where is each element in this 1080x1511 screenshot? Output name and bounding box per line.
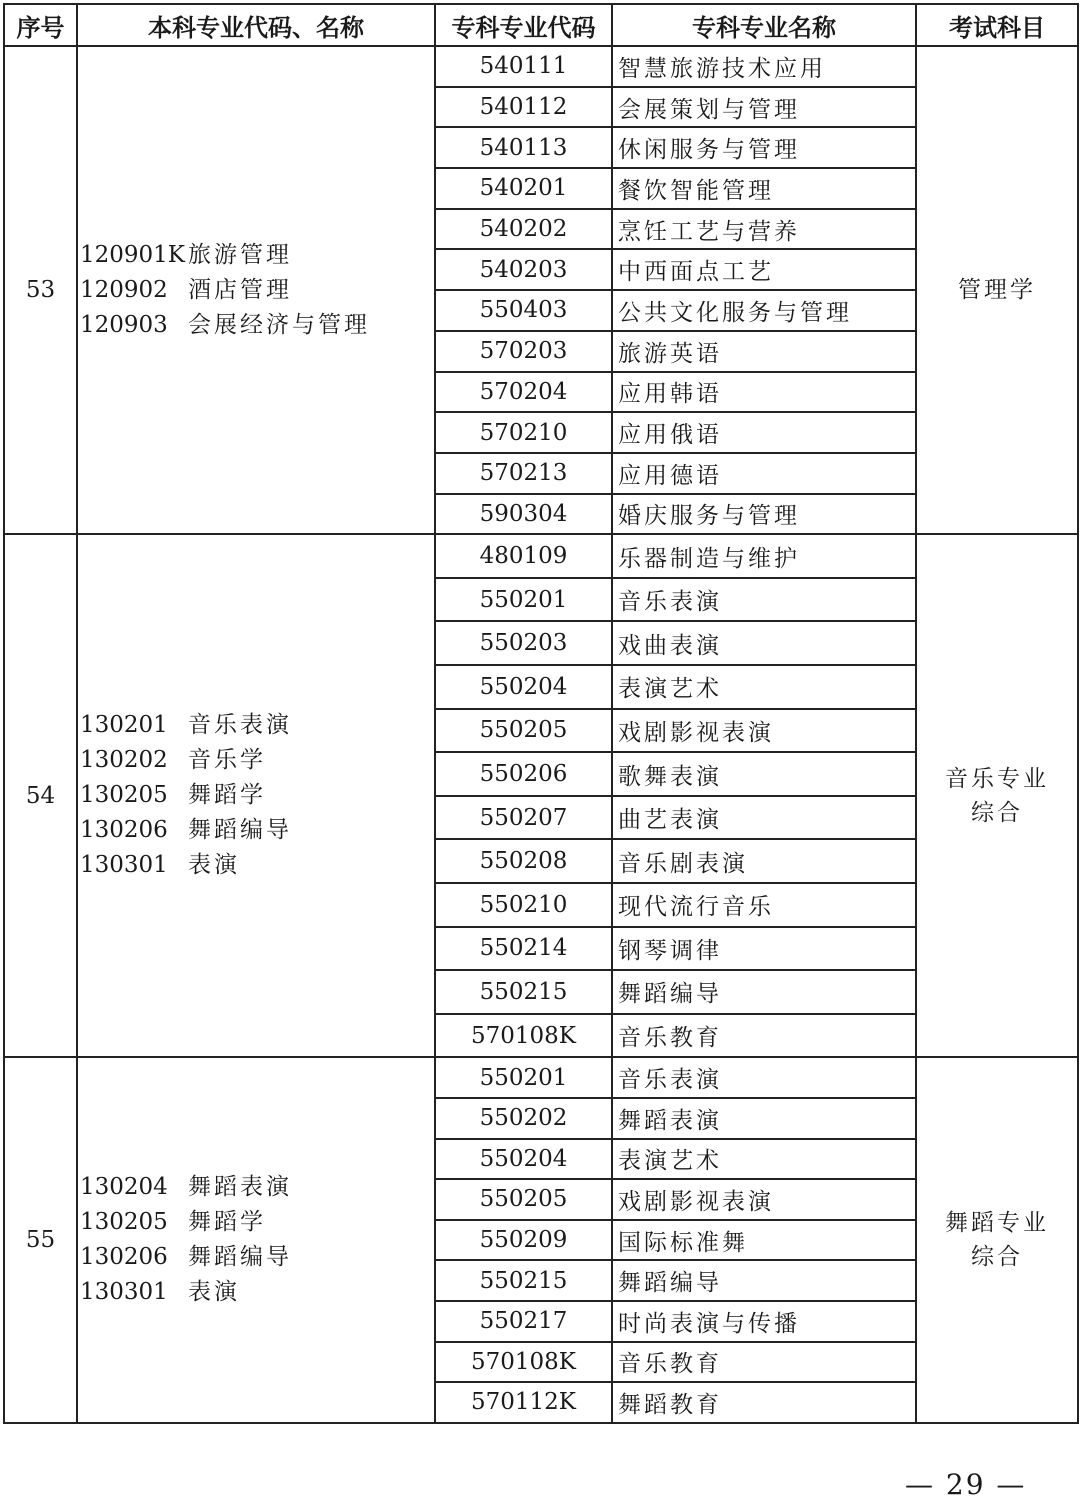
seq-cell: 54 (4, 534, 77, 1057)
major-code: 540111 (435, 46, 612, 87)
major-name: 烹饪工艺与营养 (612, 209, 916, 250)
undergrad-item (80, 238, 434, 273)
undergrad-name: 舞蹈学 (188, 1209, 266, 1236)
undergrad-item (80, 1205, 434, 1240)
major-name: 戏剧影视表演 (612, 709, 916, 753)
major-code: 550204 (435, 1139, 612, 1180)
major-name: 时尚表演与传播 (612, 1301, 916, 1342)
major-code: 540112 (435, 87, 612, 128)
header-exam: 考试科目 (916, 4, 1078, 46)
undergrad-item (80, 273, 434, 308)
major-code: 550208 (435, 839, 612, 883)
major-name: 戏曲表演 (612, 621, 916, 665)
major-code: 570203 (435, 331, 612, 372)
major-name: 音乐表演 (612, 1057, 916, 1098)
major-code: 550202 (435, 1098, 612, 1139)
major-name: 舞蹈编导 (612, 970, 916, 1014)
table-row (4, 1057, 1078, 1098)
major-code: 570210 (435, 412, 612, 453)
undergrad-name: 会展经济与管理 (188, 311, 370, 338)
header-undergrad: 本科专业代码、名称 (77, 4, 435, 46)
major-name: 舞蹈编导 (612, 1260, 916, 1301)
undergrad-code: 130205 (80, 1209, 168, 1236)
undergrad-name: 旅游管理 (188, 241, 292, 268)
undergrad-item (80, 1170, 434, 1205)
undergrad-cell (77, 46, 435, 534)
undergrad-name: 表演 (188, 852, 240, 879)
major-name: 应用韩语 (612, 372, 916, 413)
major-name: 智慧旅游技术应用 (612, 46, 916, 87)
exam-subject-line: 综合 (971, 1244, 1023, 1271)
major-name: 舞蹈教育 (612, 1382, 916, 1423)
major-name: 婚庆服务与管理 (612, 494, 916, 535)
major-code: 540202 (435, 209, 612, 250)
major-code: 540203 (435, 249, 612, 290)
major-name: 国际标准舞 (612, 1220, 916, 1261)
undergrad-name: 舞蹈编导 (188, 1244, 292, 1271)
exam-subject-cell (916, 46, 1078, 534)
undergrad-name: 舞蹈表演 (188, 1174, 292, 1201)
undergrad-item (80, 308, 434, 343)
undergrad-item (80, 778, 434, 813)
major-code: 570204 (435, 372, 612, 413)
header-major-name: 专科专业名称 (612, 4, 916, 46)
table-row (4, 534, 1078, 578)
undergrad-item (80, 1240, 434, 1275)
undergrad-code: 130206 (80, 817, 168, 844)
major-name: 歌舞表演 (612, 752, 916, 796)
undergrad-code: 130201 (80, 712, 168, 739)
undergrad-name: 舞蹈编导 (188, 817, 292, 844)
undergrad-code: 120901K (80, 241, 185, 268)
major-name: 公共文化服务与管理 (612, 290, 916, 331)
undergrad-name: 音乐表演 (188, 712, 292, 739)
header-major-code: 专科专业代码 (435, 4, 612, 46)
undergrad-item (80, 743, 434, 778)
major-code: 550203 (435, 621, 612, 665)
table-row (4, 46, 1078, 87)
major-code: 570108K (435, 1014, 612, 1058)
major-code: 550214 (435, 927, 612, 971)
undergrad-item (80, 708, 434, 743)
undergrad-name: 表演 (188, 1279, 240, 1306)
page-number: — 29 — (905, 1468, 1027, 1501)
major-name: 餐饮智能管理 (612, 168, 916, 209)
major-name: 中西面点工艺 (612, 249, 916, 290)
major-name: 会展策划与管理 (612, 87, 916, 128)
major-name: 表演艺术 (612, 665, 916, 709)
major-name: 音乐教育 (612, 1342, 916, 1383)
undergrad-item (80, 848, 434, 883)
undergrad-code: 130202 (80, 747, 168, 774)
major-code: 550403 (435, 290, 612, 331)
undergrad-cell (77, 1057, 435, 1422)
major-code: 540201 (435, 168, 612, 209)
seq-cell: 55 (4, 1057, 77, 1422)
undergrad-code: 120902 (80, 276, 168, 303)
undergrad-name: 舞蹈学 (188, 782, 266, 809)
undergrad-code: 130206 (80, 1244, 168, 1271)
major-code: 550205 (435, 709, 612, 753)
major-name: 休闲服务与管理 (612, 127, 916, 168)
major-name: 钢琴调律 (612, 927, 916, 971)
exam-subject-line: 舞蹈专业 (945, 1210, 1049, 1237)
undergrad-code: 130301 (80, 852, 168, 879)
undergrad-code: 130204 (80, 1174, 168, 1201)
major-name: 戏剧影视表演 (612, 1179, 916, 1220)
major-name: 乐器制造与维护 (612, 534, 916, 578)
major-name: 舞蹈表演 (612, 1098, 916, 1139)
seq-cell: 53 (4, 46, 77, 534)
undergrad-code: 130205 (80, 782, 168, 809)
major-code: 570108K (435, 1342, 612, 1383)
major-name: 旅游英语 (612, 331, 916, 372)
major-code: 570112K (435, 1382, 612, 1423)
major-code: 550215 (435, 1260, 612, 1301)
undergrad-name: 音乐学 (188, 747, 266, 774)
major-name: 曲艺表演 (612, 796, 916, 840)
exam-subject-line: 综合 (971, 799, 1023, 826)
major-code: 550217 (435, 1301, 612, 1342)
undergrad-name: 酒店管理 (188, 276, 292, 303)
major-code: 590304 (435, 494, 612, 535)
undergrad-item (80, 813, 434, 848)
major-name: 音乐表演 (612, 578, 916, 622)
major-code: 540113 (435, 127, 612, 168)
major-code: 550209 (435, 1220, 612, 1261)
major-name: 音乐剧表演 (612, 839, 916, 883)
exam-subject-cell (916, 534, 1078, 1057)
major-name: 应用德语 (612, 453, 916, 494)
undergrad-item (80, 1275, 434, 1310)
header-row (4, 4, 1078, 46)
exam-subject-line: 音乐专业 (945, 765, 1049, 792)
major-code: 550205 (435, 1179, 612, 1220)
major-code: 550201 (435, 578, 612, 622)
exam-subject-line: 管理学 (958, 277, 1036, 304)
major-code: 550207 (435, 796, 612, 840)
major-code: 550201 (435, 1057, 612, 1098)
major-code: 550210 (435, 883, 612, 927)
undergrad-cell (77, 534, 435, 1057)
major-code: 550204 (435, 665, 612, 709)
undergrad-code: 130301 (80, 1279, 168, 1306)
major-code: 480109 (435, 534, 612, 578)
major-code: 550206 (435, 752, 612, 796)
undergrad-code: 120903 (80, 311, 168, 338)
major-name: 应用俄语 (612, 412, 916, 453)
majors-table (3, 3, 1079, 1424)
major-name: 现代流行音乐 (612, 883, 916, 927)
major-code: 570213 (435, 453, 612, 494)
major-name: 音乐教育 (612, 1014, 916, 1058)
exam-subject-cell (916, 1057, 1078, 1422)
header-seq: 序号 (4, 4, 77, 46)
major-name: 表演艺术 (612, 1139, 916, 1180)
major-code: 550215 (435, 970, 612, 1014)
